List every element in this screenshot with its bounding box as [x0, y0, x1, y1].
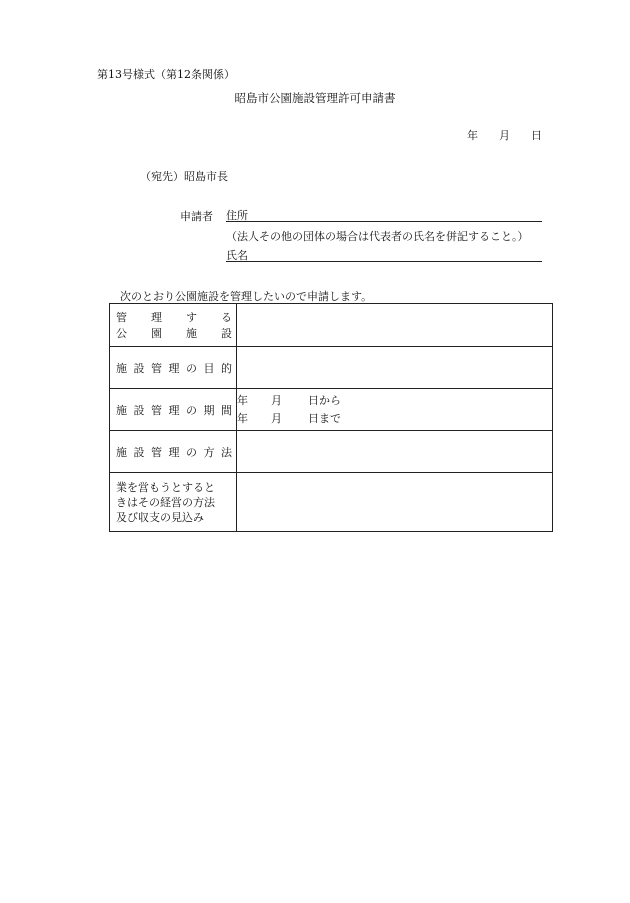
facility-label [110, 304, 237, 347]
method-value[interactable] [237, 431, 553, 473]
method-label: 施 設 管 理 の 方 法 [110, 431, 237, 473]
purpose-label: 施 設 管 理 の 目 的 [110, 347, 237, 389]
table-row [110, 389, 553, 431]
period-from: 年 月 日から [237, 393, 341, 407]
intro-text: 次のとおり公園施設を管理したいので申請します。 [120, 290, 373, 303]
name-field[interactable] [226, 247, 542, 262]
facility-value[interactable] [237, 304, 553, 347]
period-value[interactable] [237, 389, 553, 431]
table-row [110, 304, 553, 347]
table-row [110, 347, 553, 389]
address-field[interactable] [226, 207, 542, 222]
date-month: 月 [499, 129, 510, 142]
name-label: 氏名 [226, 249, 248, 262]
date-day: 日 [531, 129, 542, 142]
address-label: 住所 [226, 209, 248, 222]
table-row [110, 431, 553, 473]
application-table [109, 303, 553, 532]
applicant-note: （法人その他の団体の場合は代表者の氏名を併記すること。） [226, 230, 529, 243]
date-year: 年 [467, 129, 478, 142]
facility-label-line2: 公 園 施 設 [116, 327, 232, 340]
period-label: 施 設 管 理 の 期 間 [110, 389, 237, 431]
period-to: 年 月 日まで [237, 411, 341, 425]
business-value[interactable] [237, 473, 553, 532]
date-line [467, 127, 542, 143]
addressee: （宛先）昭島市長 [140, 170, 228, 183]
form-number: 第13号様式（第12条関係） [97, 68, 235, 81]
document-title: 昭島市公園施設管理許可申請書 [234, 91, 396, 105]
business-label: 業を営もうとすると きはその経営の方法 及び収支の見込み [110, 473, 237, 532]
table-row [110, 473, 553, 532]
purpose-value[interactable] [237, 347, 553, 389]
facility-label-line1: 管 理 す る [116, 311, 232, 324]
applicant-label: 申請者 [180, 210, 213, 223]
